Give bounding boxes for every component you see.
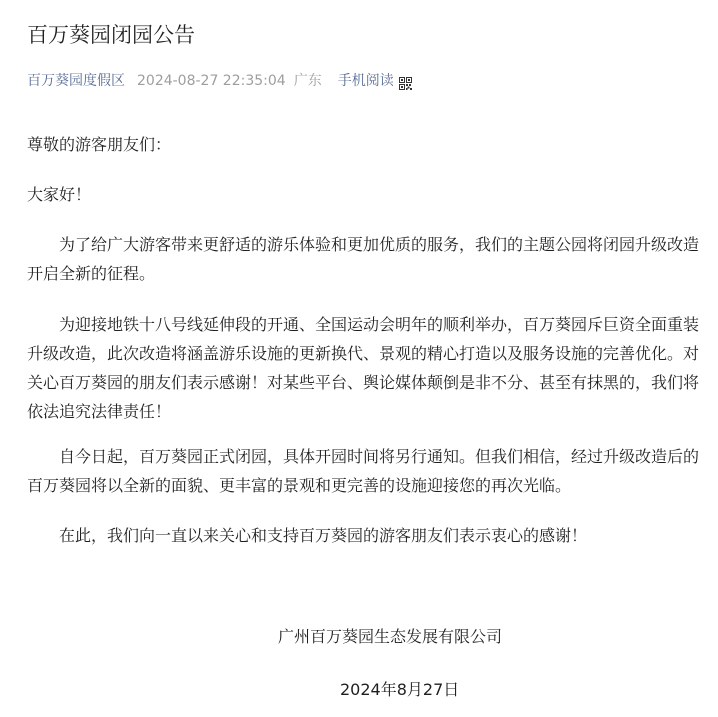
article-meta [27, 70, 412, 92]
signature-company: 广州百万葵园生态发展有限公司 [278, 627, 503, 646]
greeting: 大家好！ [27, 185, 92, 204]
read-on-mobile-link[interactable]: 手机阅读 [337, 73, 394, 89]
article-title: 百万葵园闭园公告 [27, 23, 195, 47]
paragraph-upgrade: 为迎接地铁十八号线延伸段的开通、全国运动会明年的顺利举办，百万葵园斥巨资全面重装升级改造，此次改造将涵盖游乐设施的更新换代、景观的精心打造以及服务设施的完善优化。对关心百万葵园的朋友们表示感谢！对某些平台、舆论媒体颠倒是非不分、甚至有抹黑的，我们将依法追究法律责任！ [27, 315, 700, 421]
paragraph-thanks: 在此，我们向一直以来关心和支持百万葵园的游客朋友们表示衷心的感谢！ [59, 526, 588, 545]
publish-location: 广东 [293, 73, 322, 89]
signature-date: 2024年8月27日 [340, 680, 460, 699]
salutation: 尊敬的游客朋友们： [27, 135, 172, 154]
account-name-link[interactable]: 百万葵园度假区 [27, 73, 125, 89]
paragraph-intro: 为了给广大游客带来更舒适的游乐体验和更加优质的服务，我们的主题公园将闭园升级改造开启全新的征程。 [27, 235, 700, 283]
qr-code-icon[interactable] [399, 75, 412, 88]
publish-time: 2024-08-27 22:35:04 [137, 73, 286, 89]
paragraph-closure: 自今日起，百万葵园正式闭园，具体开园时间将另行通知。但我们相信，经过升级改造后的百万葵园将以全新的面貌、更丰富的景观和更完善的设施迎接您的再次光临。 [27, 447, 700, 495]
